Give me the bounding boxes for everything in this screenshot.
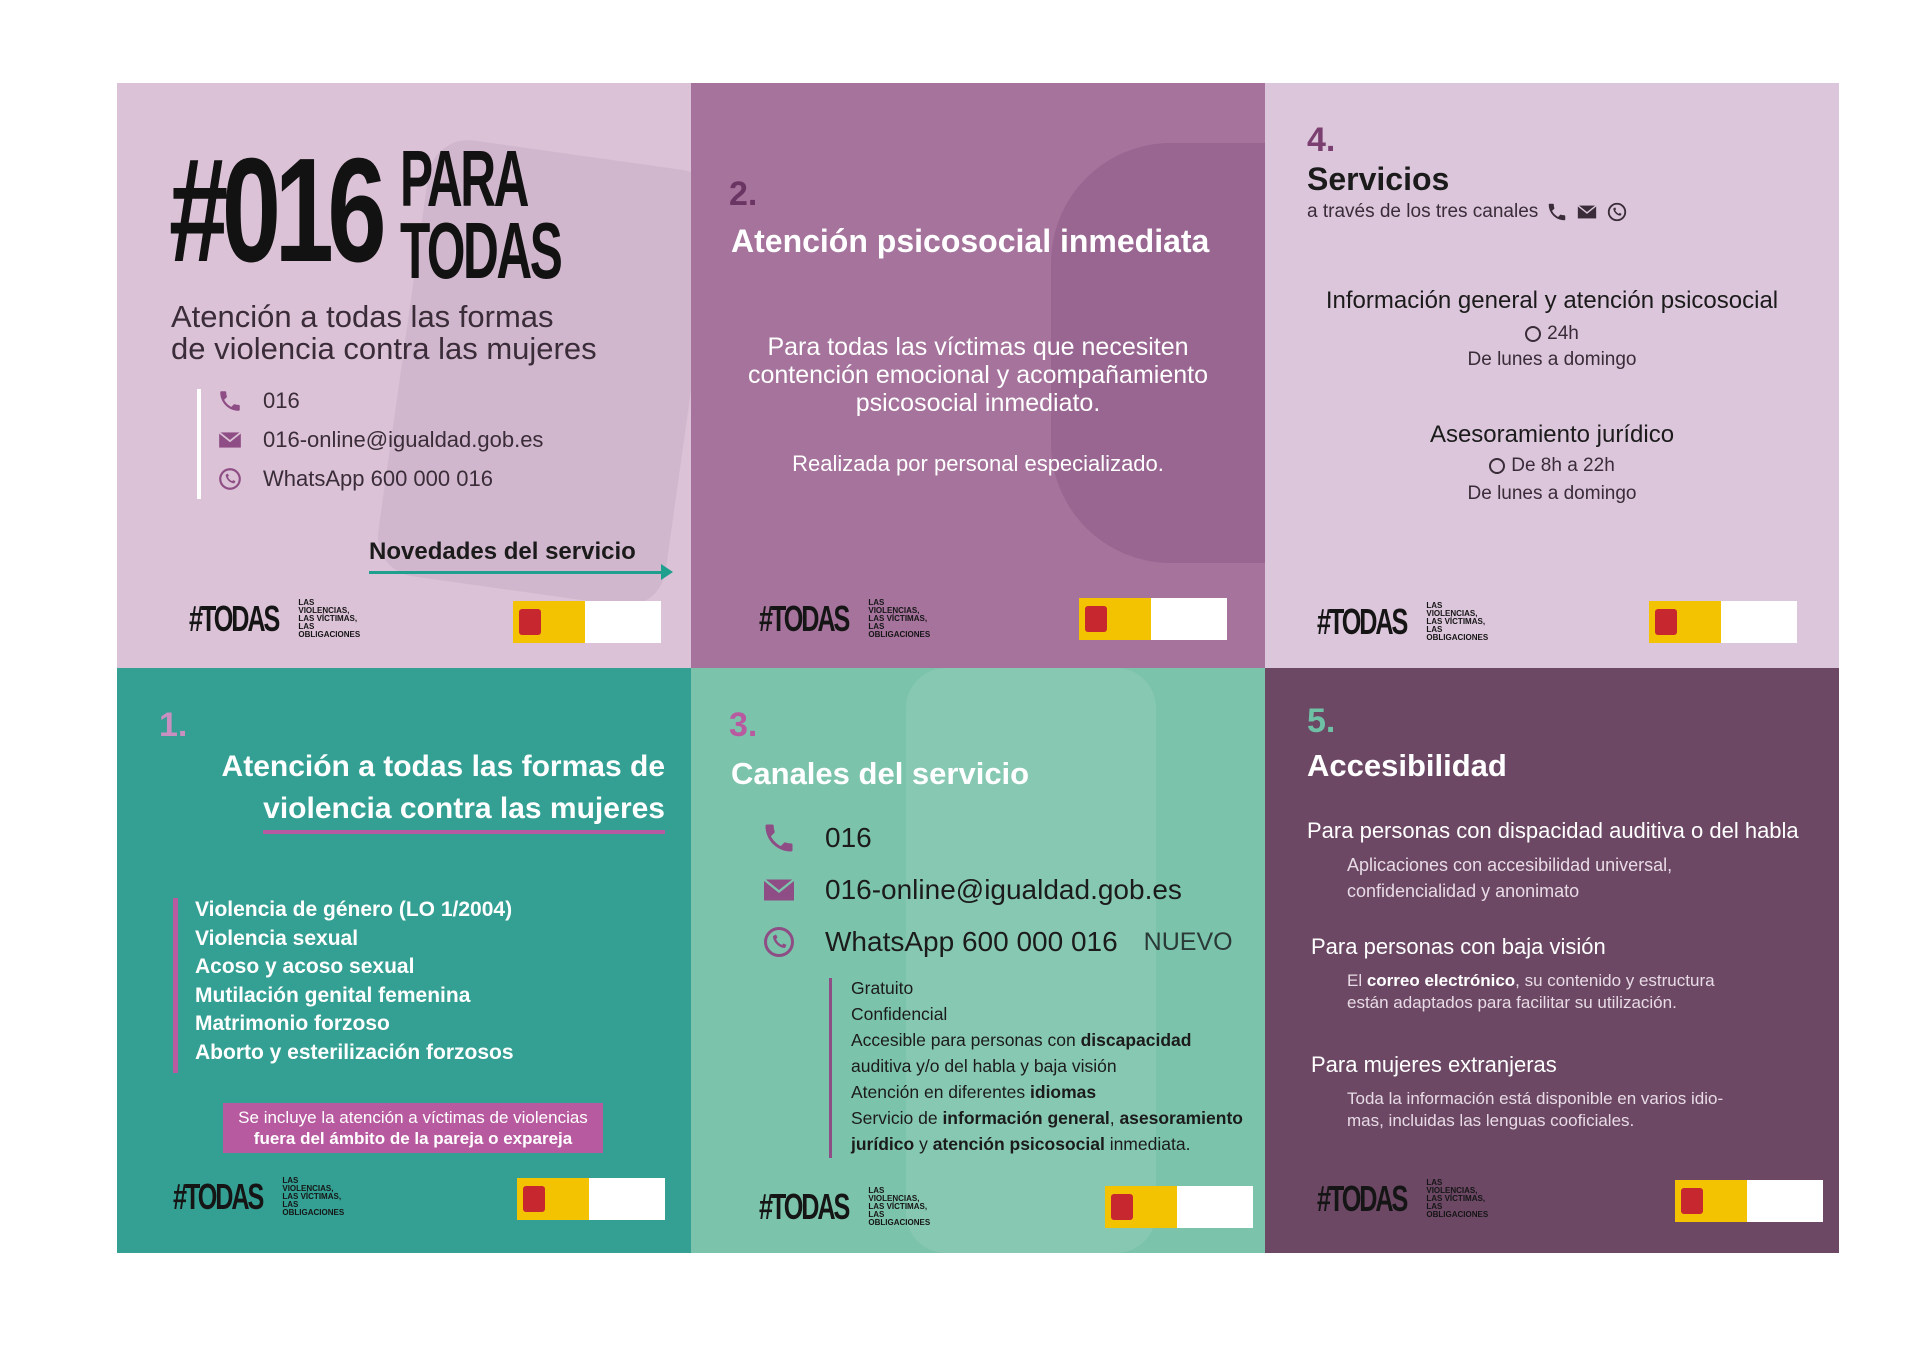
service-1-title: Información general y atención psicosocial bbox=[1325, 287, 1779, 314]
list-item: Accesible para personas con discapacidad bbox=[851, 1030, 1192, 1050]
cover-phone-row bbox=[215, 388, 300, 414]
ministerio-igualdad-logo bbox=[513, 601, 661, 643]
list-item: Mutilación genital femenina bbox=[195, 983, 471, 1007]
service-2-title: Asesoramiento jurídico bbox=[1429, 421, 1675, 448]
list-accent-bar bbox=[173, 898, 178, 1073]
cover-subtitle bbox=[171, 301, 671, 365]
panel-1-title: Atención a todas las formas de violencia contra las mujeres bbox=[117, 746, 665, 834]
panel-servicios bbox=[1265, 83, 1839, 668]
channel-whatsapp-text[interactable]: WhatsApp 600 000 016 bbox=[825, 926, 1118, 957]
list-item: Violencia de género (LO 1/2004) bbox=[195, 898, 513, 921]
panel-3-number: 3. bbox=[729, 706, 758, 744]
access-2-title: Para personas con baja visión bbox=[1311, 934, 1606, 959]
panel-4-title: Servicios bbox=[1307, 161, 1450, 197]
access-3-title: Para mujeres extranjeras bbox=[1311, 1052, 1557, 1077]
novedades-arrow-line bbox=[369, 571, 669, 574]
hashtag-016: #016 bbox=[169, 128, 381, 293]
access-1-body: Aplicaciones con accesibilidad universal, confidencialidad y anonimato bbox=[1347, 855, 1673, 901]
ministerio-igualdad-logo bbox=[1649, 601, 1797, 643]
todas-logo: #TODAS LAS VIOLENCIAS, LAS VÍCTIMAS, LAS OBLIGACIONES bbox=[759, 1186, 931, 1227]
channel-phone-text[interactable]: 016 bbox=[825, 822, 872, 853]
access-1-title: Para personas con dispacidad auditiva o del habla bbox=[1307, 818, 1799, 843]
todas-logo: #TODAS LAS VIOLENCIAS, LAS VÍCTIMAS, LAS OBLIGACIONES bbox=[1317, 601, 1489, 642]
coat-of-arms-icon bbox=[1111, 1194, 1133, 1220]
channels-divider bbox=[197, 389, 201, 499]
para-todas bbox=[400, 134, 561, 295]
arrow-right-icon bbox=[661, 564, 673, 580]
mail-icon bbox=[759, 872, 799, 908]
whatsapp-icon bbox=[215, 466, 245, 492]
cover-subtitle-line1: Atención a todas las formas bbox=[171, 299, 554, 334]
service-1-days: De lunes a domingo bbox=[1467, 349, 1637, 370]
coat-of-arms-icon bbox=[519, 609, 541, 635]
mail-icon bbox=[1574, 201, 1600, 223]
panel-accesibilidad bbox=[1265, 668, 1839, 1253]
panel-3-title: Canales del servicio bbox=[731, 756, 1030, 791]
cover-subtitle-line2: de violencia contra las mujeres bbox=[171, 331, 597, 366]
channel-whatsapp-row bbox=[759, 924, 1233, 960]
whatsapp-icon bbox=[1606, 201, 1628, 223]
panel-formas-violencia bbox=[117, 668, 691, 1253]
access-3-body: Toda la información está disponible en varios idio- mas, incluidas las lenguas cooficiales. bbox=[1347, 1089, 1724, 1130]
todas-logo-word: #TODAS bbox=[189, 598, 279, 639]
features-accent-bar bbox=[829, 978, 832, 1158]
cover-whatsapp-row bbox=[215, 466, 493, 492]
list-item: Violencia sexual bbox=[195, 926, 359, 950]
whatsapp-icon bbox=[759, 924, 799, 960]
coat-of-arms-icon bbox=[1681, 1188, 1703, 1214]
service-1-hours: 24h bbox=[1265, 323, 1839, 345]
todas-logo-tagline: LAS VIOLENCIAS, LAS VÍCTIMAS, LAS OBLIGACIONES bbox=[298, 598, 361, 639]
list-item: Servicio de información general, asesoramiento bbox=[851, 1108, 1243, 1128]
cover-phone-text[interactable]: 016 bbox=[263, 388, 300, 413]
ministerio-igualdad-logo bbox=[517, 1178, 665, 1220]
panel-4-subtitle: a través de los tres canales bbox=[1307, 201, 1628, 223]
channel-phone-row bbox=[759, 820, 872, 856]
todas-word: TODAS bbox=[400, 206, 561, 295]
panel-2-body: Para todas las víctimas que necesiten contención emocional y acompañamiento psicosocial inmediato. bbox=[748, 333, 1208, 417]
coat-of-arms-icon bbox=[523, 1186, 545, 1212]
phone-icon bbox=[1546, 201, 1568, 223]
clock-icon bbox=[1525, 326, 1541, 342]
panel-4-number: 4. bbox=[1307, 121, 1336, 159]
panel-psicosocial bbox=[691, 83, 1265, 668]
panel-5-title: Accesibilidad bbox=[1307, 748, 1507, 783]
list-item: Confidencial bbox=[851, 1004, 948, 1024]
list-item: jurídico y atención psicosocial inmediata. bbox=[851, 1134, 1191, 1154]
panel-1-number: 1. bbox=[159, 706, 188, 744]
list-item: Matrimonio forzoso bbox=[195, 1012, 390, 1035]
panel-cover bbox=[117, 83, 691, 668]
list-item: Aborto y esterilización forzosos bbox=[195, 1040, 514, 1064]
list-item: Gratuito bbox=[851, 978, 914, 998]
service-2-days: De lunes a domingo bbox=[1467, 483, 1637, 504]
infographic-grid bbox=[117, 83, 1839, 1253]
access-2-body: El correo electrónico, su contenido y estructura están adaptados para facilitar su utilización. bbox=[1347, 971, 1715, 1012]
service-2-hours: De 8h a 22h bbox=[1265, 455, 1839, 477]
list-item: Atención en diferentes idiomas bbox=[851, 1082, 1097, 1102]
channel-email-text[interactable]: 016-online@igualdad.gob.es bbox=[825, 874, 1182, 905]
violence-types-list bbox=[195, 896, 514, 1067]
ministerio-igualdad-logo bbox=[1675, 1180, 1823, 1222]
todas-logo: #TODAS LAS VIOLENCIAS, LAS VÍCTIMAS, LAS OBLIGACIONES bbox=[1317, 1178, 1489, 1219]
mail-icon bbox=[215, 427, 245, 453]
todas-logo bbox=[189, 598, 361, 640]
novedades-link[interactable]: Novedades del servicio bbox=[369, 538, 636, 565]
phone-icon bbox=[215, 388, 245, 414]
cover-email-row bbox=[215, 427, 543, 453]
panel-5-number: 5. bbox=[1307, 702, 1336, 740]
panel-canales bbox=[691, 668, 1265, 1253]
list-item: auditiva y/o del habla y baja visión bbox=[851, 1056, 1117, 1076]
para-word: PARA bbox=[400, 134, 527, 223]
coat-of-arms-icon bbox=[1085, 606, 1107, 632]
panel-2-title: Atención psicosocial inmediata bbox=[731, 223, 1210, 259]
list-item: Acoso y acoso sexual bbox=[195, 955, 415, 978]
cover-whatsapp-text[interactable]: WhatsApp 600 000 016 bbox=[263, 466, 493, 491]
cover-email-text[interactable]: 016-online@igualdad.gob.es bbox=[263, 427, 544, 452]
channel-email-row bbox=[759, 872, 1182, 908]
phone-icon bbox=[759, 820, 799, 856]
features-list bbox=[851, 975, 1251, 1157]
todas-logo: #TODAS LAS VIOLENCIAS, LAS VÍCTIMAS, LAS OBLIGACIONES bbox=[173, 1176, 345, 1217]
panel-2-number: 2. bbox=[729, 175, 758, 213]
ministerio-igualdad-logo bbox=[1079, 598, 1227, 640]
nuevo-badge: NUEVO bbox=[1143, 927, 1233, 956]
note-badge: Se incluye la atención a víctimas de violencias fuera del ámbito de la pareja o expareja bbox=[223, 1103, 603, 1153]
ministerio-igualdad-logo bbox=[1105, 1186, 1253, 1228]
panel-2-body2: Realizada por personal especializado. bbox=[792, 451, 1164, 476]
clock-icon bbox=[1489, 458, 1505, 474]
todas-logo: #TODAS LAS VIOLENCIAS, LAS VÍCTIMAS, LAS OBLIGACIONES bbox=[759, 598, 931, 639]
coat-of-arms-icon bbox=[1655, 609, 1677, 635]
